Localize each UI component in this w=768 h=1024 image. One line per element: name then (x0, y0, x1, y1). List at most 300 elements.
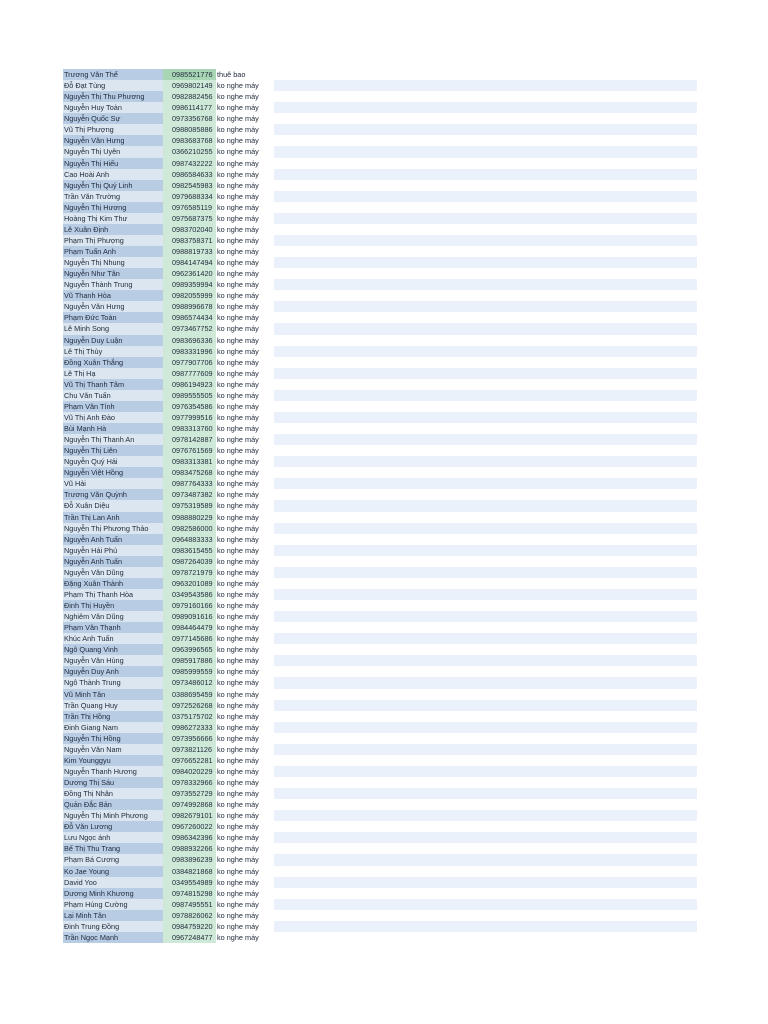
phone-cell[interactable]: 0962361420 (163, 268, 216, 279)
phone-cell[interactable]: 0985917886 (163, 655, 216, 666)
phone-cell[interactable]: 0987432222 (163, 158, 216, 169)
status-cell[interactable]: ko nghe máy (216, 478, 274, 489)
empty-cell-band (274, 777, 697, 788)
status-cell[interactable]: ko nghe máy (216, 224, 274, 235)
status-cell[interactable]: ko nghe máy (216, 733, 274, 744)
status-cell[interactable]: ko nghe máy (216, 401, 274, 412)
phone-cell[interactable]: 0988996678 (163, 301, 216, 312)
phone-cell[interactable]: 0989555505 (163, 390, 216, 401)
phone-cell[interactable]: 0975687375 (163, 213, 216, 224)
phone-cell[interactable]: 0963201089 (163, 578, 216, 589)
status-cell[interactable]: ko nghe máy (216, 335, 274, 346)
status-cell[interactable]: ko nghe máy (216, 390, 274, 401)
table-row (63, 556, 697, 567)
status-cell[interactable]: ko nghe máy (216, 755, 274, 766)
name-cell[interactable]: Dương Minh Khương (63, 888, 163, 899)
phone-cell[interactable]: 0983683768 (163, 135, 216, 146)
status-cell[interactable]: ko nghe máy (216, 921, 274, 932)
name-cell[interactable]: Lê Thị Thùy (63, 346, 163, 357)
status-cell[interactable]: ko nghe máy (216, 290, 274, 301)
phone-cell[interactable]: 0973956666 (163, 733, 216, 744)
status-cell[interactable]: ko nghe máy (216, 213, 274, 224)
name-cell[interactable]: Cao Hoài Anh (63, 169, 163, 180)
phone-cell[interactable]: 0985521776 (163, 69, 216, 80)
status-cell[interactable]: ko nghe máy (216, 788, 274, 799)
phone-cell[interactable]: 0984759220 (163, 921, 216, 932)
phone-cell[interactable]: 0978332966 (163, 777, 216, 788)
name-cell[interactable]: Bùi Mạnh Hà (63, 423, 163, 434)
status-cell[interactable]: ko nghe máy (216, 191, 274, 202)
name-cell[interactable]: Lại Minh Tân (63, 910, 163, 921)
phone-cell[interactable]: 0976652281 (163, 755, 216, 766)
empty-cell-band (274, 434, 697, 445)
phone-cell[interactable]: 0987777609 (163, 368, 216, 379)
phone-cell[interactable]: 0985999559 (163, 666, 216, 677)
name-cell[interactable]: Nguyễn Thị Hồng (63, 733, 163, 744)
name-cell[interactable]: Khúc Anh Tuấn (63, 633, 163, 644)
phone-cell[interactable]: 0977145686 (163, 633, 216, 644)
status-cell[interactable]: ko nghe máy (216, 80, 274, 91)
table-row (63, 191, 697, 202)
table-row (63, 689, 697, 700)
status-cell[interactable]: ko nghe máy (216, 578, 274, 589)
name-cell[interactable]: Nguyễn Quý Hải (63, 456, 163, 467)
phone-cell[interactable]: 0983615455 (163, 545, 216, 556)
status-cell[interactable]: ko nghe máy (216, 810, 274, 821)
phone-cell[interactable]: 0976585119 (163, 202, 216, 213)
phone-cell[interactable]: 0986272333 (163, 722, 216, 733)
name-cell[interactable]: Lê Xuân Định (63, 224, 163, 235)
phone-cell[interactable]: 0987764333 (163, 478, 216, 489)
name-cell[interactable]: Trần Thị Lan Anh (63, 512, 163, 523)
status-cell[interactable]: ko nghe máy (216, 169, 274, 180)
name-cell[interactable]: Kim Younggyu (63, 755, 163, 766)
name-cell[interactable]: Nguyễn Thành Trung (63, 279, 163, 290)
status-cell[interactable]: ko nghe máy (216, 843, 274, 854)
empty-cell-band (274, 268, 697, 279)
phone-cell[interactable]: 0973487382 (163, 489, 216, 500)
phone-cell[interactable]: 0983475268 (163, 467, 216, 478)
phone-cell[interactable]: 0978721979 (163, 567, 216, 578)
empty-cell-band (274, 810, 697, 821)
phone-cell[interactable]: 0988932266 (163, 843, 216, 854)
status-cell[interactable]: ko nghe máy (216, 500, 274, 511)
name-cell[interactable]: Đỗ Đạt Tùng (63, 80, 163, 91)
phone-cell[interactable]: 0974992868 (163, 799, 216, 810)
phone-cell[interactable]: 0986342396 (163, 832, 216, 843)
name-cell[interactable]: Nguyễn Thị Hiếu (63, 158, 163, 169)
status-cell[interactable]: ko nghe máy (216, 323, 274, 334)
status-cell[interactable]: ko nghe máy (216, 301, 274, 312)
name-cell[interactable]: Lê Minh Song (63, 323, 163, 334)
name-cell[interactable]: Dương Thị Sáu (63, 777, 163, 788)
status-cell[interactable]: ko nghe máy (216, 722, 274, 733)
name-cell[interactable]: Nguyễn Thị Liên (63, 445, 163, 456)
status-cell[interactable]: ko nghe máy (216, 346, 274, 357)
phone-cell[interactable]: 0384821868 (163, 866, 216, 877)
phone-cell[interactable]: 0969802149 (163, 80, 216, 91)
empty-cell-band (274, 257, 697, 268)
table-row (63, 301, 697, 312)
name-cell[interactable]: Phạm Bá Cương (63, 854, 163, 865)
status-cell[interactable]: ko nghe máy (216, 357, 274, 368)
name-cell[interactable]: Nguyễn Văn Dũng (63, 567, 163, 578)
phone-cell[interactable]: 0978826062 (163, 910, 216, 921)
name-cell[interactable]: Hoàng Thị Kim Thư (63, 213, 163, 224)
empty-cell-band (274, 368, 697, 379)
status-cell[interactable]: ko nghe máy (216, 622, 274, 633)
name-cell[interactable]: Nguyễn Văn Nam (63, 744, 163, 755)
table-row (63, 390, 697, 401)
phone-cell[interactable]: 0984464479 (163, 622, 216, 633)
table-row (63, 478, 697, 489)
phone-cell[interactable]: 0988085886 (163, 124, 216, 135)
table-row (63, 700, 697, 711)
status-cell[interactable]: ko nghe máy (216, 146, 274, 157)
status-cell[interactable]: ko nghe máy (216, 445, 274, 456)
table-row (63, 357, 697, 368)
status-cell[interactable]: ko nghe máy (216, 279, 274, 290)
table-row (63, 777, 697, 788)
name-cell[interactable]: Phạm Hùng Cường (63, 899, 163, 910)
empty-cell-band (274, 146, 697, 157)
status-cell[interactable]: ko nghe máy (216, 368, 274, 379)
name-cell[interactable]: Trương Văn Quỳnh (63, 489, 163, 500)
name-cell[interactable]: Nguyễn Thị Thu Phương (63, 91, 163, 102)
phone-cell[interactable]: 0978142887 (163, 434, 216, 445)
name-cell[interactable]: Trần Văn Trường (63, 191, 163, 202)
table-row (63, 821, 697, 832)
phone-cell[interactable]: 0964883333 (163, 534, 216, 545)
name-cell[interactable]: Chu Văn Tuấn (63, 390, 163, 401)
empty-cell-band (274, 135, 697, 146)
phone-cell[interactable]: 0974815298 (163, 888, 216, 899)
phone-cell[interactable]: 0349554989 (163, 877, 216, 888)
name-cell[interactable]: David Yoo (63, 877, 163, 888)
phone-cell[interactable]: 0975319589 (163, 500, 216, 511)
name-cell[interactable]: Nguyễn Quốc Sự (63, 113, 163, 124)
name-cell[interactable]: Vũ Thị Thanh Tâm (63, 379, 163, 390)
empty-cell-band (274, 666, 697, 677)
name-cell[interactable]: Vũ Thị Anh Đào (63, 412, 163, 423)
status-cell[interactable]: ko nghe máy (216, 312, 274, 323)
phone-cell[interactable]: 0973486012 (163, 677, 216, 688)
empty-cell-band (274, 401, 697, 412)
name-cell[interactable]: Trần Quang Huy (63, 700, 163, 711)
phone-cell[interactable]: 0977999516 (163, 412, 216, 423)
phone-cell[interactable]: 0983758371 (163, 235, 216, 246)
phone-cell[interactable]: 0982545983 (163, 180, 216, 191)
status-cell[interactable]: ko nghe máy (216, 888, 274, 899)
status-cell[interactable]: ko nghe máy (216, 932, 274, 943)
status-cell[interactable]: ko nghe máy (216, 866, 274, 877)
phone-cell[interactable]: 0366210255 (163, 146, 216, 157)
status-cell[interactable]: ko nghe máy (216, 412, 274, 423)
phone-cell[interactable]: 0967260022 (163, 821, 216, 832)
phone-cell[interactable]: 0976354586 (163, 401, 216, 412)
status-cell[interactable]: ko nghe máy (216, 821, 274, 832)
name-cell[interactable]: Trần Thị Hồng (63, 711, 163, 722)
phone-cell[interactable]: 0982055999 (163, 290, 216, 301)
name-cell[interactable]: Vũ Thanh Hòa (63, 290, 163, 301)
phone-cell[interactable]: 0983896239 (163, 854, 216, 865)
phone-cell[interactable]: 0983331996 (163, 346, 216, 357)
status-cell[interactable]: ko nghe máy (216, 202, 274, 213)
name-cell[interactable]: Lưu Ngọc ánh (63, 832, 163, 843)
empty-cell-band (274, 888, 697, 899)
status-cell[interactable]: ko nghe máy (216, 235, 274, 246)
phone-cell[interactable]: 0982679101 (163, 810, 216, 821)
name-cell[interactable]: Phạm Thị Thanh Hòa (63, 589, 163, 600)
name-cell[interactable]: Nguyễn Thị Thanh An (63, 434, 163, 445)
phone-cell[interactable]: 0967248477 (163, 932, 216, 943)
table-row (63, 766, 697, 777)
name-cell[interactable]: Nguyễn Văn Hùng (63, 655, 163, 666)
name-cell[interactable]: Đặng Xuân Thành (63, 578, 163, 589)
table-row (63, 854, 697, 865)
table-row (63, 423, 697, 434)
status-cell[interactable]: ko nghe máy (216, 113, 274, 124)
phone-cell[interactable]: 0988819733 (163, 246, 216, 257)
name-cell[interactable]: Đinh Giang Nam (63, 722, 163, 733)
empty-cell-band (274, 224, 697, 235)
name-cell[interactable]: Bế Thị Thu Trang (63, 843, 163, 854)
name-cell[interactable]: Phạm Văn Thạnh (63, 622, 163, 633)
status-cell[interactable]: ko nghe máy (216, 379, 274, 390)
phone-cell[interactable]: 0984020229 (163, 766, 216, 777)
name-cell[interactable]: Nguyễn Duy Anh (63, 666, 163, 677)
status-cell[interactable]: ko nghe máy (216, 124, 274, 135)
name-cell[interactable]: Ko Jae Young (63, 866, 163, 877)
status-cell[interactable]: ko nghe máy (216, 102, 274, 113)
name-cell[interactable]: Đỗ Văn Lương (63, 821, 163, 832)
status-cell[interactable]: ko nghe máy (216, 467, 274, 478)
status-cell[interactable]: ko nghe máy (216, 899, 274, 910)
status-cell[interactable]: ko nghe máy (216, 655, 274, 666)
phone-cell[interactable]: 0984147494 (163, 257, 216, 268)
phone-cell[interactable]: 0349543586 (163, 589, 216, 600)
name-cell[interactable]: Trần Ngọc Mạnh (63, 932, 163, 943)
table-row (63, 655, 697, 666)
empty-cell-band (274, 700, 697, 711)
phone-cell[interactable]: 0987495551 (163, 899, 216, 910)
status-cell[interactable]: ko nghe máy (216, 600, 274, 611)
name-cell[interactable]: Đồng Xuân Thắng (63, 357, 163, 368)
table-row (63, 788, 697, 799)
name-cell[interactable]: Ngô Quang Vinh (63, 644, 163, 655)
name-cell[interactable]: Lê Thị Hạ (63, 368, 163, 379)
name-cell[interactable]: Vũ Minh Tân (63, 689, 163, 700)
name-cell[interactable]: Nguyễn Văn Hưng (63, 301, 163, 312)
status-cell[interactable]: ko nghe máy (216, 91, 274, 102)
status-cell[interactable]: thuê bao (216, 69, 274, 80)
name-cell[interactable]: Đồng Thị Nhân (63, 788, 163, 799)
table-row (63, 323, 697, 334)
table-row (63, 279, 697, 290)
phone-cell[interactable]: 0983313760 (163, 423, 216, 434)
status-cell[interactable]: ko nghe máy (216, 545, 274, 556)
name-cell[interactable]: Nguyễn Thị Minh Phương (63, 810, 163, 821)
phone-cell[interactable]: 0388695459 (163, 689, 216, 700)
phone-cell[interactable]: 0979688334 (163, 191, 216, 202)
name-cell[interactable]: Nguyễn Thị Nhung (63, 257, 163, 268)
empty-cell-band (274, 689, 697, 700)
empty-cell-band (274, 158, 697, 169)
name-cell[interactable]: Nguyễn Việt Hồng (63, 467, 163, 478)
name-cell[interactable]: Nguyễn Thị Phương Thảo (63, 523, 163, 534)
name-cell[interactable]: Đinh Thị Huyền (63, 600, 163, 611)
table-row (63, 545, 697, 556)
phone-cell[interactable]: 0983696336 (163, 335, 216, 346)
table-row (63, 80, 697, 91)
name-cell[interactable]: Nguyễn Như Tân (63, 268, 163, 279)
name-cell[interactable]: Vũ Hải (63, 478, 163, 489)
phone-cell[interactable]: 0972526268 (163, 700, 216, 711)
phone-cell[interactable]: 0375175702 (163, 711, 216, 722)
phone-cell[interactable]: 0986574434 (163, 312, 216, 323)
status-cell[interactable]: ko nghe máy (216, 489, 274, 500)
phone-cell[interactable]: 0988880229 (163, 512, 216, 523)
empty-cell-band (274, 202, 697, 213)
phone-cell[interactable]: 0986584633 (163, 169, 216, 180)
table-row (63, 722, 697, 733)
status-cell[interactable]: ko nghe máy (216, 268, 274, 279)
status-cell[interactable]: ko nghe máy (216, 700, 274, 711)
name-cell[interactable]: Ngô Thành Trung (63, 677, 163, 688)
table-row (63, 534, 697, 545)
status-cell[interactable]: ko nghe máy (216, 666, 274, 677)
status-cell[interactable]: ko nghe máy (216, 633, 274, 644)
status-cell[interactable]: ko nghe máy (216, 832, 274, 843)
table-row (63, 600, 697, 611)
status-cell[interactable]: ko nghe máy (216, 180, 274, 191)
empty-cell-band (274, 722, 697, 733)
name-cell[interactable]: Đinh Trung Đồng (63, 921, 163, 932)
name-cell[interactable]: Nghiêm Văn Dũng (63, 611, 163, 622)
name-cell[interactable]: Nguyễn Thị Quý Linh (63, 180, 163, 191)
status-cell[interactable]: ko nghe máy (216, 910, 274, 921)
status-cell[interactable]: ko nghe máy (216, 799, 274, 810)
table-row (63, 589, 697, 600)
table-row (63, 379, 697, 390)
name-cell[interactable]: Phạm Văn Tính (63, 401, 163, 412)
empty-cell-band (274, 600, 697, 611)
status-cell[interactable]: ko nghe máy (216, 423, 274, 434)
phone-cell[interactable]: 0977907706 (163, 357, 216, 368)
name-cell[interactable]: Nguyễn Duy Luận (63, 335, 163, 346)
status-cell[interactable]: ko nghe máy (216, 158, 274, 169)
table-row (63, 213, 697, 224)
name-cell[interactable]: Quản Đắc Bản (63, 799, 163, 810)
phone-cell[interactable]: 0982586000 (163, 523, 216, 534)
status-cell[interactable]: ko nghe máy (216, 854, 274, 865)
status-cell[interactable]: ko nghe máy (216, 523, 274, 534)
status-cell[interactable]: ko nghe máy (216, 677, 274, 688)
empty-cell-band (274, 523, 697, 534)
phone-cell[interactable]: 0989091616 (163, 611, 216, 622)
table-row (63, 910, 697, 921)
table-row (63, 434, 697, 445)
empty-cell-band (274, 611, 697, 622)
name-cell[interactable]: Nguyễn Anh Tuấn (63, 556, 163, 567)
empty-cell-band (274, 191, 697, 202)
table-row (63, 810, 697, 821)
phone-cell[interactable]: 0973467752 (163, 323, 216, 334)
status-cell[interactable]: ko nghe máy (216, 766, 274, 777)
phone-cell[interactable]: 0973821126 (163, 744, 216, 755)
empty-cell-band (274, 290, 697, 301)
phone-cell[interactable]: 0979160166 (163, 600, 216, 611)
status-cell[interactable]: ko nghe máy (216, 512, 274, 523)
empty-cell-band (274, 113, 697, 124)
phone-cell[interactable]: 0986194923 (163, 379, 216, 390)
phone-cell[interactable]: 0987264039 (163, 556, 216, 567)
name-cell[interactable]: Nguyễn Văn Hưng (63, 135, 163, 146)
empty-cell-band (274, 854, 697, 865)
name-cell[interactable]: Nguyễn Thị Hương (63, 202, 163, 213)
phone-cell[interactable]: 0976761569 (163, 445, 216, 456)
name-cell[interactable]: Vũ Thị Phượng (63, 124, 163, 135)
status-cell[interactable]: ko nghe máy (216, 777, 274, 788)
phone-cell[interactable]: 0973356768 (163, 113, 216, 124)
status-cell[interactable]: ko nghe máy (216, 644, 274, 655)
table-row (63, 666, 697, 677)
table-row (63, 755, 697, 766)
phone-cell[interactable]: 0963996565 (163, 644, 216, 655)
status-cell[interactable]: ko nghe máy (216, 711, 274, 722)
empty-cell-band (274, 312, 697, 323)
table-row (63, 677, 697, 688)
name-cell[interactable]: Nguyễn Anh Tuấn (63, 534, 163, 545)
status-cell[interactable]: ko nghe máy (216, 689, 274, 700)
phone-cell[interactable]: 0983313381 (163, 456, 216, 467)
phone-cell[interactable]: 0982882456 (163, 91, 216, 102)
table-row (63, 412, 697, 423)
empty-cell-band (274, 545, 697, 556)
phone-cell[interactable]: 0989359994 (163, 279, 216, 290)
empty-cell-band (274, 567, 697, 578)
name-cell[interactable]: Nguyễn Huy Toàn (63, 102, 163, 113)
status-cell[interactable]: ko nghe máy (216, 556, 274, 567)
name-cell[interactable]: Phạm Tuấn Anh (63, 246, 163, 257)
name-cell[interactable]: Nguyễn Thanh Hương (63, 766, 163, 777)
status-cell[interactable]: ko nghe máy (216, 534, 274, 545)
name-cell[interactable]: Nguyễn Thị Uyên (63, 146, 163, 157)
name-cell[interactable]: Phạm Đức Toàn (63, 312, 163, 323)
phone-cell[interactable]: 0973552729 (163, 788, 216, 799)
status-cell[interactable]: ko nghe máy (216, 611, 274, 622)
status-cell[interactable]: ko nghe máy (216, 456, 274, 467)
name-cell[interactable]: Nguyễn Hải Phú (63, 545, 163, 556)
status-cell[interactable]: ko nghe máy (216, 135, 274, 146)
status-cell[interactable]: ko nghe máy (216, 567, 274, 578)
status-cell[interactable]: ko nghe máy (216, 744, 274, 755)
table-row (63, 500, 697, 511)
phone-cell[interactable]: 0983702040 (163, 224, 216, 235)
empty-cell-band (274, 512, 697, 523)
status-cell[interactable]: ko nghe máy (216, 877, 274, 888)
name-cell[interactable]: Trương Văn Thể (63, 69, 163, 80)
status-cell[interactable]: ko nghe máy (216, 589, 274, 600)
name-cell[interactable]: Đỗ Xuân Diệu (63, 500, 163, 511)
status-cell[interactable]: ko nghe máy (216, 434, 274, 445)
table-row (63, 888, 697, 899)
name-cell[interactable]: Phạm Thị Phượng (63, 235, 163, 246)
empty-cell-band (274, 279, 697, 290)
status-cell[interactable]: ko nghe máy (216, 257, 274, 268)
phone-cell[interactable]: 0986114177 (163, 102, 216, 113)
status-cell[interactable]: ko nghe máy (216, 246, 274, 257)
